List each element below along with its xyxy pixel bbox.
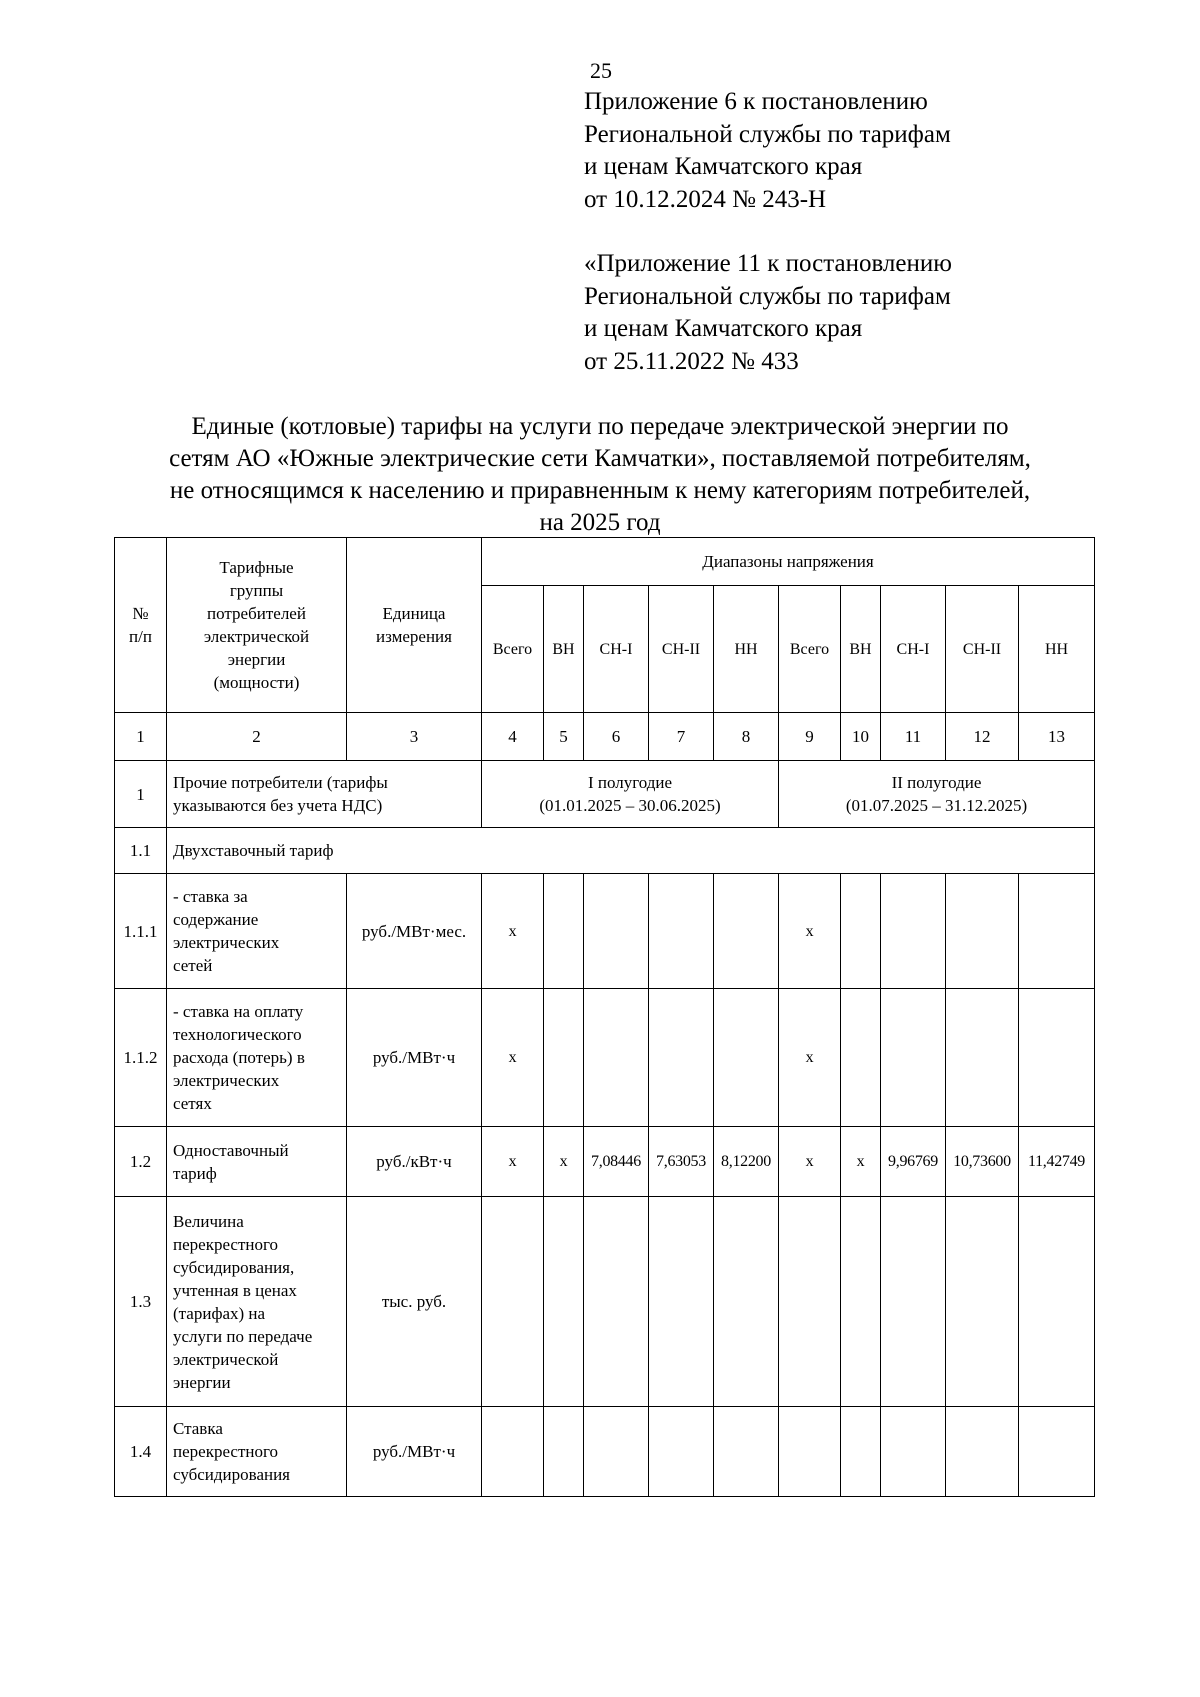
tariff-value — [946, 1197, 1019, 1407]
tariff-value: х — [779, 874, 841, 989]
header-voltage: НН — [1019, 586, 1095, 713]
tariff-value — [584, 1197, 649, 1407]
header-voltage-ranges: Диапазоны напряжения — [482, 538, 1095, 586]
appendix-line: и ценам Камчатского края — [584, 153, 863, 180]
appendix-line: от 25.11.2022 № 433 — [584, 347, 799, 375]
col-number: 2 — [167, 713, 347, 761]
col-number: 10 — [841, 713, 881, 761]
tariff-value — [544, 1407, 584, 1497]
tariff-value — [946, 874, 1019, 989]
row-number: 1.1.2 — [115, 989, 167, 1127]
row-name: - ставка за содержание электрических сетей — [167, 874, 347, 989]
table-row — [115, 1197, 1095, 1407]
header-groups: Тарифные группы потребителей электрической энергии (мощности) — [167, 538, 347, 713]
data-rows — [115, 874, 1095, 1497]
tariff-value — [779, 1407, 841, 1497]
col-number: 3 — [347, 713, 482, 761]
col-number: 1 — [115, 713, 167, 761]
table-row — [115, 828, 1095, 874]
tariff-value — [881, 1197, 946, 1407]
tariff-value — [544, 989, 584, 1127]
row-number: 1.2 — [115, 1127, 167, 1197]
tariff-value: х — [482, 874, 544, 989]
col-number: 11 — [881, 713, 946, 761]
row-number: 1.1 — [115, 828, 167, 874]
table-row — [115, 874, 1095, 989]
tariff-value — [482, 1407, 544, 1497]
header-voltage: НН — [714, 586, 779, 713]
row-number: 1.4 — [115, 1407, 167, 1497]
tariff-value — [779, 1197, 841, 1407]
header-voltage: СН-I — [881, 586, 946, 713]
appendix-line: и ценам Камчатского края — [584, 315, 863, 342]
tariff-value — [584, 1407, 649, 1497]
row-unit: тыс. руб. — [347, 1197, 482, 1407]
tariff-value — [482, 1197, 544, 1407]
tariff-value — [649, 874, 714, 989]
row-name: Ставка перекрестного субсидирования — [167, 1407, 347, 1497]
header-voltage: СН-II — [946, 586, 1019, 713]
column-number-row — [115, 713, 1095, 761]
row-number: 1.3 — [115, 1197, 167, 1407]
tariff-value: х — [779, 989, 841, 1127]
header-num: № п/п — [115, 538, 167, 713]
tariff-value — [881, 1407, 946, 1497]
row-number: 1.1.1 — [115, 874, 167, 989]
row-unit: руб./МВт·ч — [347, 1407, 482, 1497]
tariff-value — [1019, 989, 1095, 1127]
tariff-value — [1019, 1407, 1095, 1497]
col-number: 8 — [714, 713, 779, 761]
tariff-value — [714, 874, 779, 989]
row-name: Одноставочный тариф — [167, 1127, 347, 1197]
col-number: 13 — [1019, 713, 1095, 761]
tariff-value: х — [482, 1127, 544, 1197]
title-line: сетям АО «Южные электрические сети Камчатки», поставляемой потребителям, — [169, 445, 1031, 472]
table-row — [115, 1407, 1095, 1497]
tariff-value — [649, 989, 714, 1127]
col-number: 5 — [544, 713, 584, 761]
header-voltage: ВН — [841, 586, 881, 713]
tariff-value: 9,96769 — [881, 1127, 946, 1197]
tariff-value — [881, 989, 946, 1127]
tariff-value — [584, 874, 649, 989]
tariff-value: х — [482, 989, 544, 1127]
header-voltage: СН-I — [584, 586, 649, 713]
row-number: 1 — [115, 761, 167, 828]
document-title — [100, 411, 1100, 539]
header-unit: Единица измерения — [347, 538, 482, 713]
page-number: 25 — [590, 58, 612, 83]
table-row — [115, 761, 1095, 828]
tariff-value — [841, 1197, 881, 1407]
col-number: 12 — [946, 713, 1019, 761]
tariff-value: х — [779, 1127, 841, 1197]
tariff-value — [714, 1407, 779, 1497]
header-voltage: Всего — [482, 586, 544, 713]
header-voltage: ВН — [544, 586, 584, 713]
row-name: Двухставочный тариф — [167, 828, 1095, 874]
tariff-value — [714, 1197, 779, 1407]
row-unit: руб./кВт·ч — [347, 1127, 482, 1197]
tariff-value — [544, 874, 584, 989]
title-line: Единые (котловые) тарифы на услуги по передаче электрической энергии по — [191, 413, 1009, 440]
tariff-value — [1019, 874, 1095, 989]
col-number: 4 — [482, 713, 544, 761]
tariff-value: х — [544, 1127, 584, 1197]
title-line: на 2025 год — [539, 509, 661, 536]
col-number: 9 — [779, 713, 841, 761]
row-name: Величина перекрестного субсидирования, учтенная в ценах (тарифах) на услуги по передаче электрической энергии — [167, 1197, 347, 1407]
appendix-line: «Приложение 11 к постановлению — [584, 250, 952, 277]
tariff-value — [649, 1197, 714, 1407]
row-name: Прочие потребители (тарифы указываются без учета НДС) — [167, 761, 482, 828]
tariff-value — [649, 1407, 714, 1497]
tariff-value: 11,42749 — [1019, 1127, 1095, 1197]
tariff-table — [114, 537, 1095, 1497]
appendix-line: Региональной службы по тарифам — [584, 120, 951, 148]
tariff-value — [841, 874, 881, 989]
tariff-value: 7,08446 — [584, 1127, 649, 1197]
tariff-value — [584, 989, 649, 1127]
tariff-value: 8,12200 — [714, 1127, 779, 1197]
appendix-line: Региональной службы по тарифам — [584, 282, 951, 310]
tariff-value — [841, 989, 881, 1127]
tariff-value — [946, 1407, 1019, 1497]
row-unit: руб./МВт·ч — [347, 989, 482, 1127]
period-second-half: II полугодие (01.07.2025 – 31.12.2025) — [779, 761, 1095, 828]
col-number: 6 — [584, 713, 649, 761]
tariff-value: 10,73600 — [946, 1127, 1019, 1197]
table-row — [115, 1127, 1095, 1197]
row-unit: руб./МВт·мес. — [347, 874, 482, 989]
col-number: 7 — [649, 713, 714, 761]
tariff-value — [544, 1197, 584, 1407]
tariff-value: 7,63053 — [649, 1127, 714, 1197]
tariff-value — [841, 1407, 881, 1497]
tariff-value — [1019, 1197, 1095, 1407]
header-voltage: Всего — [779, 586, 841, 713]
tariff-value — [946, 989, 1019, 1127]
appendix-header-current — [584, 86, 951, 216]
period-first-half: I полугодие (01.01.2025 – 30.06.2025) — [482, 761, 779, 828]
table-row — [115, 989, 1095, 1127]
appendix-line: от 10.12.2024 № 243-Н — [584, 185, 827, 213]
row-name: - ставка на оплату технологического расхода (потерь) в электрических сетях — [167, 989, 347, 1127]
header-voltage: СН-II — [649, 586, 714, 713]
tariff-value — [714, 989, 779, 1127]
title-line: не относящимся к населению и приравненным к нему категориям потребителей, — [169, 477, 1031, 504]
appendix-header-original — [584, 248, 952, 378]
tariff-value — [881, 874, 946, 989]
appendix-line: Приложение 6 к постановлению — [584, 88, 928, 115]
tariff-value: х — [841, 1127, 881, 1197]
